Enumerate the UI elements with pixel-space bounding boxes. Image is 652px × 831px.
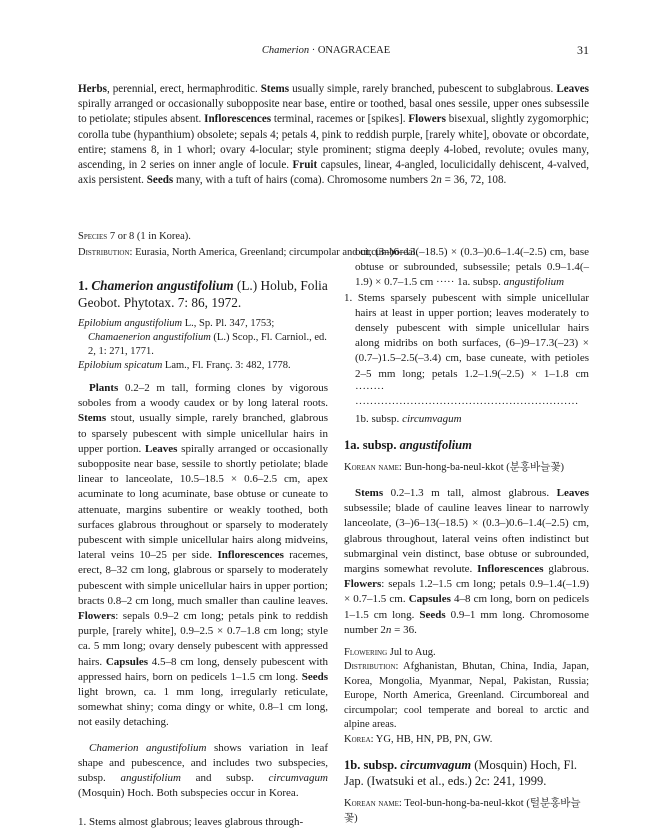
species-label: Species: [78, 231, 108, 242]
synonym-2: [78, 359, 328, 373]
subspecies-a-distribution: [344, 660, 589, 733]
flowers-text: bisexual, slightly zygomorphic; corolla tube (hypanthium) obsolete; sepals 4; petals 4, pink to reddish purple, [rarely white], obovate or obcordate, entire; stamens 8, in 1 whorl; ovary 4-locular; style prominent; stigma deeply 4-lobed, revolute; ovules many, ascending, in 2 series on inner angle of locule.: [78, 113, 589, 172]
subsp-a-number: 1a.: [344, 438, 360, 453]
a-seeds-text: 0.9–1 mm long. Chromosome number 2: [344, 608, 589, 636]
sp-leaves-text: spirally arranged or occasionally subopposite near base, sessile to shortly petiolate; blade linear to lanceolate, 10.5–18.5 × 0.6–2.5 cm, apex acuminate to long acuminate, base obtuse or cuneate to attenuate, margins subentire or weakly toothed, both surfaces glabrous throughout or sparsely to moderately pubescent with simple unicellular hairs along midveins, lateral veins 10–25 per side.: [78, 442, 328, 562]
synonym-2-text: Lam., Fl. Franç. 3: 482, 1778.: [162, 360, 291, 371]
species-description: [78, 381, 328, 731]
synonym-1-name: Epilobium angustifolium: [78, 318, 183, 329]
subsp-b-name: circumvagum: [400, 758, 472, 773]
variation-text-2: and subsp.: [180, 772, 269, 785]
sp-leaves-label: Leaves: [145, 442, 178, 455]
flowering-line: [344, 646, 589, 661]
a-leaves-text: subsessile; blade of cauline leaves linear to narrowly lanceolate, (3–)6–13(–18.5) × (0.3–)0.6–1.4(–2.5) cm, glabrous throughout, lateral veins often indistinct but submarginal vein distinct, base obtuse or subrounded, margins somewhat revolute.: [344, 502, 589, 575]
fruit-label: Fruit: [292, 159, 318, 172]
a-flowers-text: : sepals 1.2–1.5 cm long; petals 0.9–1.4(–1.9) × 0.7–1.5 cm.: [344, 578, 589, 606]
variation-text-3: (Mosquin) Hoch. Both subspecies occur in Korea.: [78, 787, 299, 800]
flowering-text: Jul to Aug.: [387, 646, 436, 658]
plants-text: 0.2–2 m tall, forming clones by vigorous soboles from a woody caudex or by long lateral roots.: [78, 382, 328, 410]
synonym-1b-text: (L.) Scop., Fl. Carniol., ed. 2, 1: 271, 1771.: [88, 332, 327, 357]
sp-stems-label: Stems: [78, 412, 107, 425]
subspecies-a-description: [344, 486, 589, 638]
korean-name-a: [344, 461, 589, 476]
species-count-line: [78, 229, 589, 244]
right-column: [344, 245, 589, 826]
stems-text: usually simple, rarely branched, pubescent to subglabrous.: [289, 83, 557, 95]
key-lead-1-text: out, (3–)6–13(–18.5) × (0.3–)0.6–1.4(–2.5) cm, base obtuse or subrounded, subsessile; petals 0.9–1.4(–1.9) × 0.7–1.5 cm ····· 1a. subsp.: [355, 246, 589, 289]
key-lead-1-taxon: angustifolium: [503, 276, 565, 289]
a-chromosome-var: n: [385, 623, 392, 636]
a-leaves-label: Leaves: [556, 486, 589, 499]
header-genus: Chamerion: [261, 45, 310, 56]
sp-flowers-text: : sepals 0.9–2 cm long; petals pink to reddish purple, [rarely white], 0.9–2.5 × 0.7–1.8 cm long; style ca. 5 mm long; ovary densely pubescent with appressed hairs.: [78, 610, 328, 668]
running-header: [0, 45, 652, 56]
sp-seeds-text: light brown, ca. 1 mm long, irregularly reticulate, somewhat shiny; coma dingy or white, 0.8–1 cm long, not easily detaching.: [78, 686, 328, 729]
sp-capsules-text: 4.5–8 cm long, densely pubescent with appressed hairs, born on pedicels 1–1.5 cm long.: [78, 655, 328, 683]
subspecies-a-heading: [344, 437, 589, 453]
sp-seeds-label: Seeds: [301, 670, 328, 683]
chromosome-text: = 36, 72, 108.: [441, 174, 507, 187]
species-number: 1.: [78, 278, 88, 293]
subsp-a-name: angustifolium: [399, 438, 472, 453]
distribution-label: Distribution:: [78, 247, 133, 258]
key-lead-1-continued: [344, 245, 589, 291]
a-infl-label: Inflorescences: [477, 562, 544, 575]
subsp-b-author: (Mosquin) Hoch, Fl. Jap. (Iwatsuki et al., eds.) 2c: 241, 1999.: [344, 758, 578, 789]
a-capsules-text: 4–8 cm long, born on pedicels 1–1.5 cm long.: [344, 593, 589, 621]
korean-name-label: Korean name:: [344, 462, 402, 474]
subspecies-b-heading: [344, 757, 589, 789]
seeds-label: Seeds: [146, 174, 174, 187]
korean-name-b-text: Teol-bun-hong-ba-neul-kkot (털분홍바늘꽃): [344, 798, 581, 824]
genus-description: [78, 82, 589, 188]
species-name: Chamerion angustifolium: [91, 278, 234, 293]
subsp-a-label: subsp.: [362, 438, 397, 453]
a-chromosome-text: = 36.: [391, 623, 417, 636]
variation-subsp-2: circumvagum: [268, 772, 328, 785]
sp-stems-text: stout, usually simple, rarely branched, glabrous to sparsely pubescent with simple unicellular hairs in upper portion.: [78, 412, 328, 455]
leaves-label: Leaves: [556, 83, 589, 95]
herbs-text: , perennial, erect, hermaphroditic.: [106, 83, 261, 95]
a-seeds-label: Seeds: [419, 608, 446, 621]
a-distribution-text: Afghanistan, Bhutan, China, India, Japan, Korea, Mongolia, Myanmar, Nepal, Pakistan, Russia; Europe, North America, Greenland. Circumboreal and circumpolar; cool temperate and boreal to arctic and alpine areas.: [344, 661, 589, 731]
flowers-label: Flowers: [408, 113, 446, 126]
subsp-b-label: subsp.: [363, 758, 398, 773]
page-number: 31: [577, 43, 589, 57]
a-stems-label: Stems: [355, 486, 384, 499]
species-text: 7 or 8 (1 in Korea).: [107, 231, 191, 242]
variation-subsp-1: angustifolium: [120, 772, 181, 785]
key-lead-2-taxon: circumvagum: [402, 413, 462, 426]
a-flowers-label: Flowers: [344, 578, 382, 591]
korea-provinces: [344, 733, 589, 748]
korea-label: Korea:: [344, 733, 374, 745]
seeds-text: many, with a tuft of hairs (coma). Chromosome numbers 2: [173, 174, 437, 187]
inflorescences-text: terminal, racemes or [spikes].: [271, 113, 409, 126]
korea-text: YG, HB, HN, PB, PN, GW.: [373, 733, 493, 745]
synonym-1b-name: Chamaenerion angustifolium: [88, 332, 211, 343]
synonym-2-name: Epilobium spicatum: [78, 360, 163, 371]
species-heading: [78, 277, 328, 311]
inflorescences-label: Inflorescences: [204, 113, 272, 126]
a-stems-text: 0.2–1.3 m tall, almost glabrous.: [383, 486, 557, 499]
sp-infl-text: racemes, erect, 8–32 cm long, glabrous or sparsely to moderately pubescent with simple unicellular hairs in upper portion; bracts 0.8–2 cm long, much smaller than cauline leaves.: [78, 549, 329, 607]
flowering-label: Flowering: [344, 646, 388, 658]
key-lead-2: [344, 291, 589, 428]
chromosome-var: n: [436, 174, 442, 187]
left-column: [78, 277, 328, 831]
korean-name-a-text: Bun-hong-ba-neul-kkot (분홍바늘꽃): [401, 462, 564, 474]
sp-flowers-label: Flowers: [78, 610, 116, 623]
synonym-1-text: L., Sp. Pl. 347, 1753;: [182, 318, 275, 329]
a-capsules-label: Capsules: [408, 593, 451, 606]
a-distribution-label: Distribution:: [344, 661, 399, 673]
korean-name-b-label: Korean name:: [344, 798, 402, 810]
fruit-text: capsules, linear, 4-angled, loculicidally dehiscent, 4-valved, axis persistent.: [78, 159, 590, 187]
key-lead-1: 1. Stems almost glabrous; leaves glabrous through-: [78, 816, 304, 829]
a-infl-text: glabrous.: [543, 562, 589, 575]
key-lead-2-text: 1. Stems sparsely pubescent with simple unicellular hairs at least in upper portion; leaves moderately to densely pubescent with simple unicellular hairs along midribs on both surfaces, (6–)9–17.3(–23) × (0.7–)1.5–2.5(–3.4) cm, base cuneate, with petioles 2–5 mm long; petals 1.2–1.9(–2.5) × 1–1.8 cm ········ ····························································· 1b. subsp.: [344, 291, 589, 426]
header-family: ONAGRACEAE: [317, 45, 391, 56]
sp-capsules-label: Capsules: [105, 655, 149, 668]
variation-name: Chamerion angustifolium: [89, 741, 207, 754]
korean-name-b: [344, 797, 589, 826]
stems-label: Stems: [260, 83, 290, 95]
leaves-text: spirally arranged or occasionally subopposite near base, entire or toothed, basal ones sessile, upper ones subsessile to petiolate; stipules absent.: [78, 98, 589, 126]
variation-note: [78, 741, 328, 802]
synonym-1: [78, 317, 328, 359]
sp-infl-label: Inflorescences: [217, 549, 284, 562]
herbs-label: Herbs: [78, 83, 107, 95]
header-separator: ·: [309, 45, 318, 56]
variation-text-1: shows variation in leaf shape and pubescence, and includes two subspecies, subsp.: [78, 741, 328, 785]
plants-label: Plants: [89, 382, 119, 394]
distribution-text: Eurasia, North America, Greenland; circumpolar and circumboreal.: [132, 247, 419, 258]
subsp-b-number: 1b.: [344, 758, 361, 773]
species-author: (L.) Holub, Folia Geobot. Phytotax. 7: 86, 1972.: [78, 278, 328, 310]
